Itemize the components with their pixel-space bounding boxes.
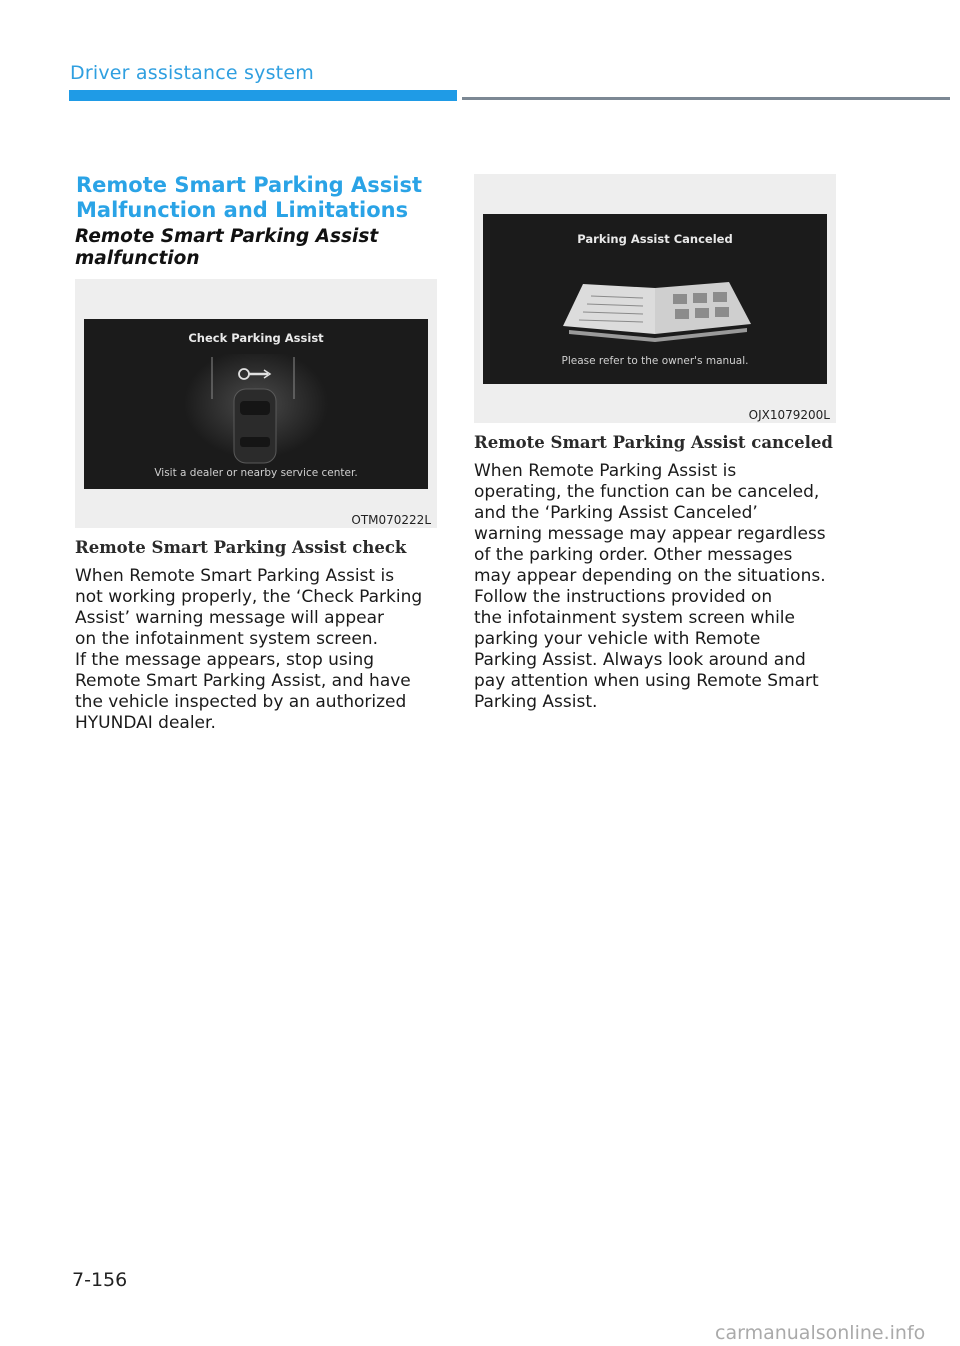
- screen-message: Please refer to the owner's manual.: [561, 355, 749, 367]
- figure-parking-assist-canceled: [474, 174, 836, 423]
- wrench-icon: [238, 366, 272, 382]
- car-illustration: [84, 319, 428, 489]
- running-header: Driver assistance system: [70, 62, 314, 84]
- infotainment-screen: [84, 319, 428, 489]
- section-title: Remote Smart Parking Assist Malfunction and Limitations: [76, 173, 422, 222]
- page-number: 7-156: [72, 1269, 128, 1291]
- subsection-title: Remote Smart Parking Assist malfunction: [75, 226, 379, 269]
- paragraph-check: When Remote Smart Parking Assist is not working properly, the ‘Check Parking Assist’ warning message will appear on the infotainment system screen. If the message appears, stop using Remote Smart Parking Assist, and have the vehicle inspected by an authorized HYUNDAI dealer.: [75, 566, 423, 733]
- figure-code: OTM070222L: [351, 513, 431, 527]
- header-rule-accent: [69, 90, 457, 101]
- screen-title: Parking Assist Canceled: [577, 232, 733, 246]
- heading-canceled: Remote Smart Parking Assist canceled: [474, 433, 833, 452]
- figure-check-parking-assist: [75, 279, 437, 528]
- heading-check: Remote Smart Parking Assist check: [75, 538, 407, 557]
- watermark: carmanualsonline.info: [715, 1322, 926, 1344]
- infotainment-screen: [483, 214, 827, 384]
- screen-title: Check Parking Assist: [188, 331, 324, 345]
- figure-code: OJX1079200L: [748, 408, 830, 422]
- header-rule: [462, 97, 950, 100]
- paragraph-canceled: When Remote Parking Assist is operating, the function can be canceled, and the ‘Parking Assist Canceled’ warning message may appear regardless of the parking order. Other messages may appear depending on the situations. Follow the instructions provided on the infotainment system screen while parking your vehicle with Remote Parking Assist. Always look around and pay attention when using Remote Smart Parking Assist.: [474, 461, 826, 712]
- screen-message: Visit a dealer or nearby service center.: [154, 467, 358, 479]
